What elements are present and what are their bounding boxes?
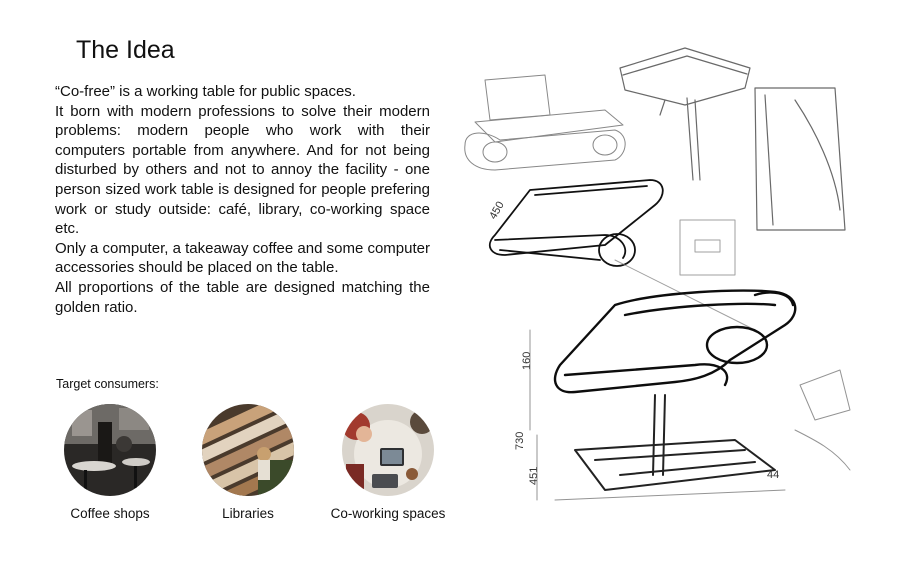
page-title: The Idea [76, 36, 175, 64]
paragraph-usage: Only a computer, a takeaway coffee and some computer accessories should be placed on the table. [55, 239, 430, 277]
consumer-libraries [178, 404, 318, 521]
table-sketch-illustration [455, 30, 875, 530]
library-photo [202, 404, 294, 496]
paragraph-proportions: All proportions of the table are designed matching the golden ratio. [55, 278, 430, 316]
consumer-coffee-shops [40, 404, 180, 521]
dimension-730: 730 [514, 431, 526, 450]
dimension-451: 451 [528, 466, 540, 485]
consumer-label-coworking: Co-working spaces [330, 506, 446, 521]
dimension-450: 450 [487, 199, 507, 222]
consumer-label-libraries: Libraries [222, 506, 274, 521]
paragraph-intro: “Co-free” is a working table for public spaces. [55, 83, 356, 100]
consumer-label-coffee-shops: Coffee shops [70, 506, 150, 521]
consumer-coworking [318, 404, 458, 521]
target-consumers-label: Target consumers: [56, 377, 159, 391]
dimension-160: 160 [521, 351, 533, 370]
coffee-shop-photo [64, 404, 156, 496]
coworking-photo [342, 404, 434, 496]
paragraph-purpose: It born with modern professions to solve their modern problems: modern people who work with their computers portable from anywhere. And for not being disturbed by others and not to annoy the facility - one person sized work table is designed for people prefering work or study outside: café, library, co-working space etc. [55, 102, 430, 238]
description [55, 82, 430, 317]
dimension-44: 44 [767, 469, 780, 481]
